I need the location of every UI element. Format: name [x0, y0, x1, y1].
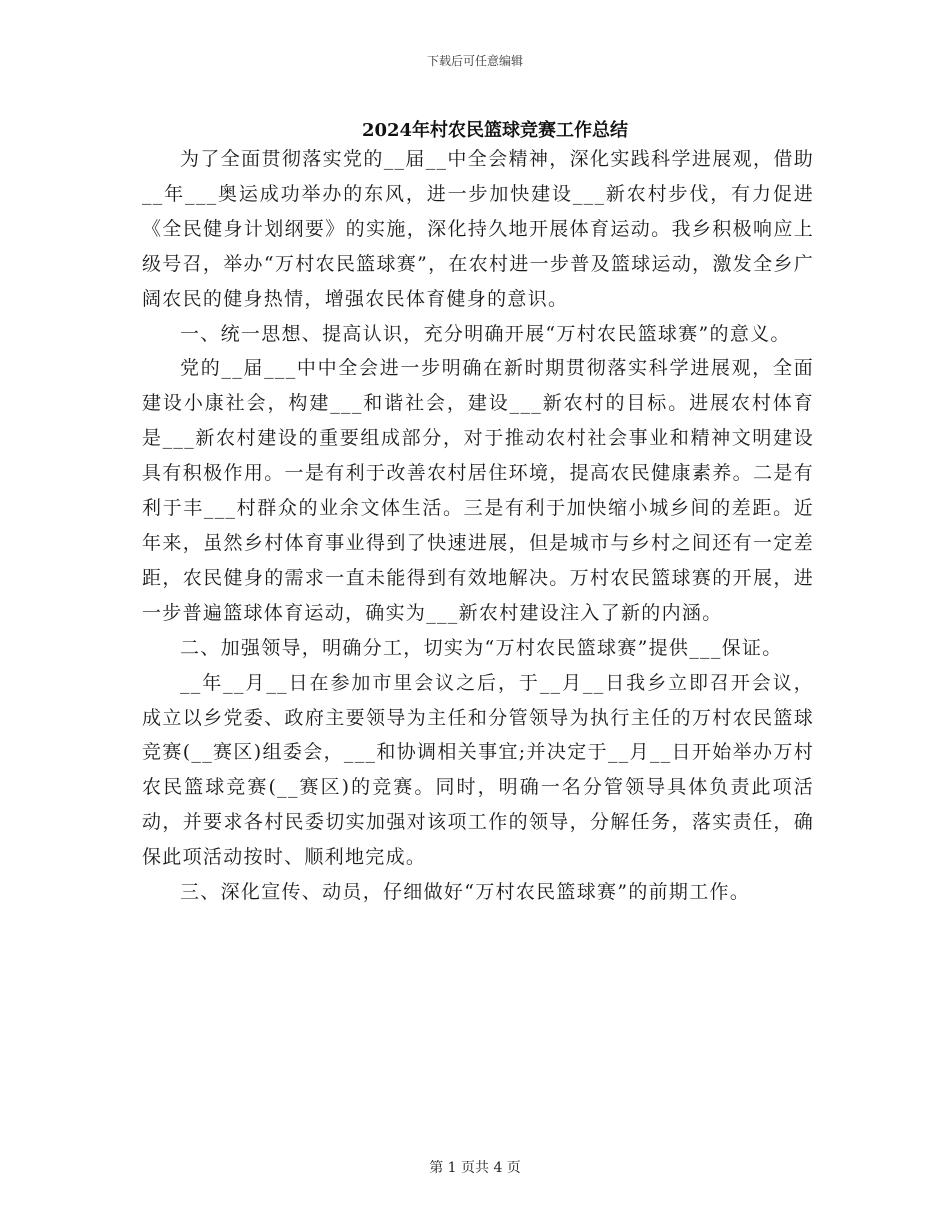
paragraph-section-1-heading: 一、统一思想、提高认识，充分明确开展“万村农民篮球赛”的意义。	[180, 322, 791, 345]
paragraph-section-2-body: __年__月__日在参加市里会议之后，于__月__日我乡立即召开会议，成立以乡党委、政府主要领导为主任和分管领导为执行主任的万村农民篮球竞赛(__赛区)组委会，___和协调相关事宜;并决定于__月__日开始举办万村农民篮球竞赛(__赛区)的竞赛。同时，明确一名分管领导具体负责此项活动，并要求各村民委切实加强对该项工作的领导，分解任务，落实责任，确保此项活动按时、顺利地完成。	[142, 671, 814, 869]
paragraph-section-3-heading: 三、深化宣传、动员，仔细做好“万村农民篮球赛”的前期工作。	[180, 881, 751, 904]
paragraph-section-2-heading: 二、加强领导，明确分工，切实为“万村农民篮球赛”提供___保证。	[180, 636, 783, 659]
paragraph-section-1-body: 党的__届___中中全会进一步明确在新时期贯彻落实科学进展观，全面建设小康社会，构建___和谐社会，建设___新农村的目标。进展农村体育是___新农村建设的重要组成部分，对于推动农村社会事业和精神文明建设具有积极作用。一是有利于改善农村居住环境，提高农民健康素养。二是有利于丰___村群众的业余文体生活。三是有利于加快缩小城乡间的差距。近年来，虽然乡村体育事业得到了快速进展，但是城市与乡村之间还有一定差距，农民健身的需求一直未能得到有效地解决。万村农民篮球赛的开展，进一步普遍篮球体育运动，确实为___新农村建设注入了新的内涵。	[142, 357, 814, 624]
page-number: 第 1 页共 4 页	[429, 1160, 521, 1176]
document-body	[142, 142, 814, 910]
document-title: 2024年村农民篮球竞赛工作总结	[361, 120, 629, 141]
header-note: 下载后可任意编辑	[426, 54, 523, 68]
paragraph-intro: 为了全面贯彻落实党的__届__中全会精神，深化实践科学进展观，借助__年___奥运成功举办的东风，进一步加快建设___新农村步伐，有力促进《全民健身计划纲要》的实施，深化持久地开展体育运动。我乡积极响应上级号召，举办“万村农民篮球赛”，在农村进一步普及篮球运动，激发全乡广阔农民的健身热情，增强农民体育健身的意识。	[142, 148, 814, 310]
